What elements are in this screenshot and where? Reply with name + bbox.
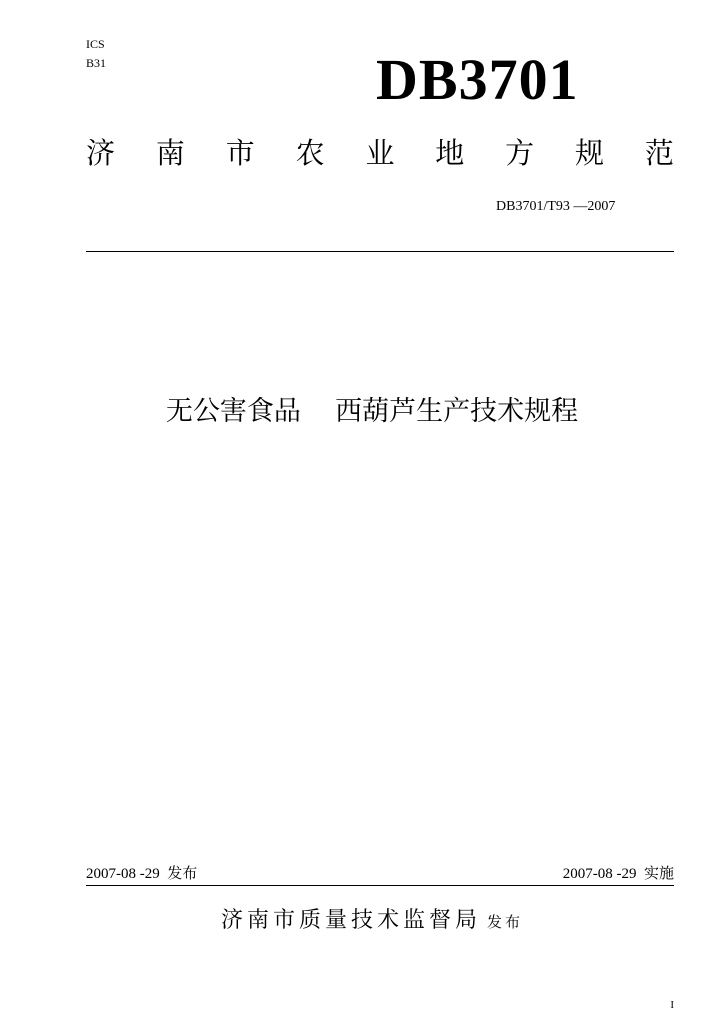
standard-type-char: 方 [505, 136, 535, 170]
ics-label: ICS [86, 37, 105, 51]
footer-divider [86, 885, 674, 886]
standard-type-char: 地 [435, 136, 465, 170]
issuer-line [0, 904, 724, 939]
standard-type-char: 规 [575, 136, 605, 170]
issuer-name: 济南市质量技术监督局 [220, 908, 481, 933]
header-divider [86, 251, 674, 252]
standard-type-char: 市 [225, 136, 255, 170]
standard-type-char: 业 [365, 136, 395, 170]
standard-type-char: 范 [644, 136, 674, 170]
publish-date: 2007-08 -29 发布 [86, 866, 198, 882]
standard-code: DB3701 [376, 47, 579, 112]
ccs-code: B31 [86, 56, 107, 70]
standard-type-char: 济 [86, 136, 116, 170]
issued-label: 发布 [487, 913, 524, 931]
standard-type-char: 南 [155, 136, 185, 170]
standard-type-heading [86, 134, 674, 172]
standard-number: DB3701/T93 —2007 [496, 199, 616, 214]
document-title: 无公害食品 西葫芦生产技术规程 [165, 396, 579, 427]
page-number: I [670, 999, 674, 1011]
standard-type-char: 农 [295, 136, 325, 170]
implement-date: 2007-08 -29 实施 [562, 866, 674, 882]
